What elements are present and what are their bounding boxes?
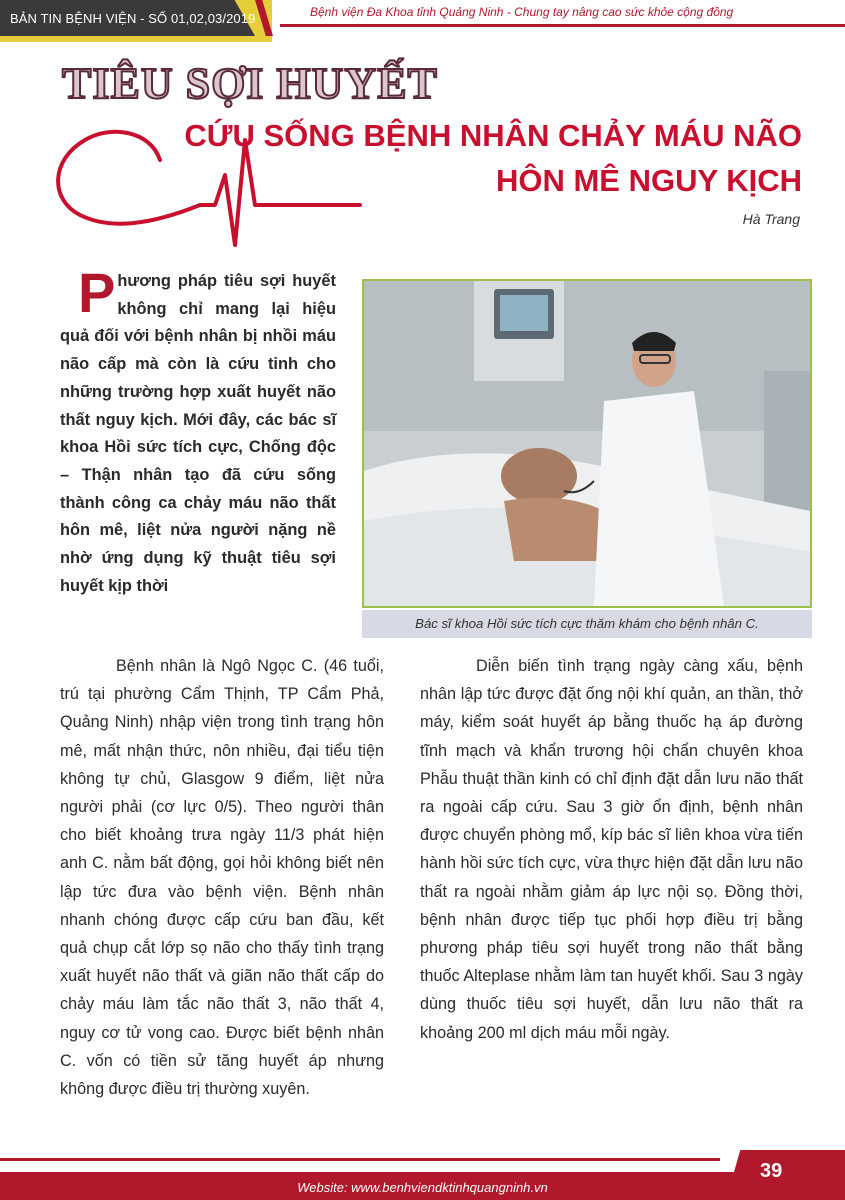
lead-text: hương pháp tiêu sợi huyết không chỉ mang lại hiệu quả đối với bệnh nhân bị nhồi máu não cấp mà còn là cứu tinh cho những trường hợp xuất huyết não thất nguy kịch. Mới đây, các bác sĩ khoa Hồi sức tích cực, Chống độc – Thận nhân tạo đã cứu sống thành công ca chảy máu não thất hôn mê, liệt nửa người nặng nề nhờ ứng dụng kỹ thuật tiêu sợi huyết kịp thời [60,272,336,595]
article-author: Hà Trang [742,211,800,227]
article-title-main: TIÊU SỢI HUYẾT [62,59,438,108]
hospital-slogan: Bệnh viện Đa Khoa tỉnh Quảng Ninh - Chung tay nâng cao sức khỏe cộng đồng [310,5,734,19]
article-title-line3: HÔN MÊ NGUY KỊCH [495,163,802,198]
body-column-left [60,652,384,1103]
article-photo [362,279,812,608]
body-paragraph-left: Bệnh nhân là Ngô Ngọc C. (46 tuổi, trú tại phường Cẩm Thịnh, TP Cẩm Phả, Quảng Ninh) nhập viện trong tình trạng hôn mê, mất nhận thức, nôn nhiều, đại tiểu tiện không tự chủ, Glasgow 9 điểm, liệt nửa người phải (cơ lực 0/5). Theo người thân cho biết khoảng trưa ngày 11/3 phát hiện anh C. nằm bất động, gọi hỏi không biết nên lập tức đưa vào bệnh viện. Bệnh nhân nhanh chóng được cấp cứu ban đầu, kết quả chụp cắt lớp sọ não cho thấy tình trạng xuất huyết não thất và giãn não thất cấp do chảy máu làm tắc não thất 3, não thất 4, nguy cơ tử vong cao. Được biết bệnh nhân C. vốn có tiền sử tăng huyết áp nhưng không được điều trị thường xuyên. [60,657,384,1099]
bulletin-label: BẢN TIN BỆNH VIỆN - SỐ 01,02,03/2019 [10,11,256,26]
drop-cap: P [78,261,116,324]
doctor-examining-patient-image [364,281,810,606]
photo-caption: Bác sĩ khoa Hồi sức tích cực thăm khám cho bệnh nhân C. [415,616,759,631]
body-column-right [420,652,803,1047]
header-rule [280,24,845,27]
article-title-line2: CỨU SỐNG BỆNH NHÂN CHẢY MÁU NÃO [184,118,802,153]
body-paragraph-right: Diễn biến tình trạng ngày càng xấu, bệnh nhân lập tức được đặt ống nội khí quản, an thần, thở máy, kiểm soát huyết áp bằng thuốc hạ áp đường tĩnh mạch và khẩn trương hội chẩn chuyên khoa Phẫu thuật thần kinh có chỉ định đặt dẫn lưu não thất ra ngoài cấp cứu. Sau 3 giờ ổn định, bệnh nhân được chuyển phòng mổ, kíp bác sĩ liên khoa vừa tiến hành hồi sức tích cực, vừa thực hiện đặt dẫn lưu não thất ra ngoài nhằm giảm áp lực nội sọ. Đồng thời, bệnh nhân được tiếp tục phối hợp điều trị bằng phương pháp tiêu sợi huyết trong não thất bằng thuốc Alteplase nhằm làm tan huyết khối. Sau 3 ngày dùng thuốc tiêu sợi huyết, dẫn lưu não thất ra khoảng 200 ml dịch máu mỗi ngày. [420,657,803,1042]
footer-website[interactable]: Website: www.benhviendktinhquangninh.vn [297,1180,548,1195]
lead-paragraph [60,261,336,600]
footer-rule [0,1158,720,1161]
page-number: 39 [760,1160,783,1182]
